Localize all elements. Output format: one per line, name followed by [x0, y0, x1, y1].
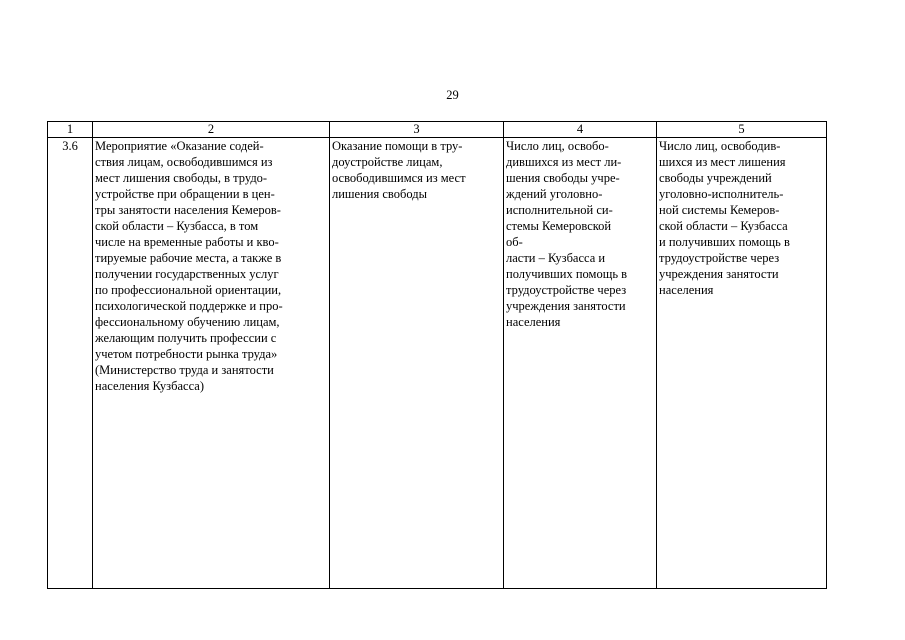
header-cell-5: 5	[657, 122, 827, 138]
header-cell-3: 3	[330, 122, 504, 138]
text-line: ской области – Кузбасса	[659, 219, 788, 233]
text-line: населения	[506, 315, 561, 329]
text-line: стемы Кемеровской	[506, 219, 612, 233]
text-line: шихся из мест лишения	[659, 155, 786, 169]
text-line: тируемые рабочие места, а также в	[95, 251, 282, 265]
text-line: Мероприятие «Оказание содей-	[95, 139, 264, 153]
text-line: дившихся из мест ли-	[506, 155, 622, 169]
text-line: населения	[659, 283, 714, 297]
text-line: трудоустройстве через	[659, 251, 780, 265]
text-line: мест лишения свободы, в трудо-	[95, 171, 268, 185]
text-line: уголовно-исполнитель-	[659, 187, 784, 201]
text-line: шения свободы учре-	[506, 171, 620, 185]
text-line: получивших помощь в	[506, 267, 628, 281]
text-line: доустройстве лицам,	[332, 155, 443, 169]
text-line: учреждения занятости	[506, 299, 626, 313]
text-line: ждений уголовно-	[506, 187, 603, 201]
text-line: Число лиц, освобо-	[506, 139, 609, 153]
table-header-row	[48, 122, 827, 138]
measures-table	[47, 121, 827, 589]
text-line: по профессиональной ориентации,	[95, 283, 282, 297]
text-line: тры занятости населения Кемеров-	[95, 203, 281, 217]
text-line: освободившимся из мест	[332, 171, 466, 185]
assistance-cell	[330, 138, 504, 589]
text-line: учреждения занятости	[659, 267, 779, 281]
text-line: населения Кузбасса)	[95, 379, 204, 393]
text-line: ской области – Кузбасса, в том	[95, 219, 259, 233]
result-cell	[657, 138, 827, 589]
text-line: Оказание помощи в тру-	[332, 139, 463, 153]
text-line: об-	[506, 235, 523, 249]
header-cell-1: 1	[48, 122, 93, 138]
header-cell-2: 2	[93, 122, 330, 138]
text-line: желающим получить профессии с	[95, 331, 277, 345]
text-line: получении государственных услуг	[95, 267, 279, 281]
text-line: и получивших помощь в	[659, 235, 790, 249]
text-line: числе на временные работы и кво-	[95, 235, 279, 249]
text-line: исполнительной си-	[506, 203, 613, 217]
text-line: ствия лицам, освободившимся из	[95, 155, 273, 169]
text-line: лишения свободы	[332, 187, 427, 201]
text-line: фессиональному обучению лицам,	[95, 315, 280, 329]
text-line: ласти – Кузбасса и	[506, 251, 606, 265]
row-number-cell: 3.6	[48, 138, 93, 589]
text-line: Число лиц, освободив-	[659, 139, 781, 153]
text-line: свободы учреждений	[659, 171, 772, 185]
text-line: устройстве при обращении в цен-	[95, 187, 275, 201]
measure-description-cell	[93, 138, 330, 589]
header-cell-4: 4	[504, 122, 657, 138]
text-line: (Министерство труда и занятости	[95, 363, 274, 377]
table-row	[48, 138, 827, 589]
page-number: 29	[446, 88, 459, 102]
indicator-cell	[504, 138, 657, 589]
text-line: психологической поддержке и про-	[95, 299, 283, 313]
text-line: ной системы Кемеров-	[659, 203, 780, 217]
text-line: трудоустройстве через	[506, 283, 627, 297]
text-line: учетом потребности рынка труда»	[95, 347, 278, 361]
